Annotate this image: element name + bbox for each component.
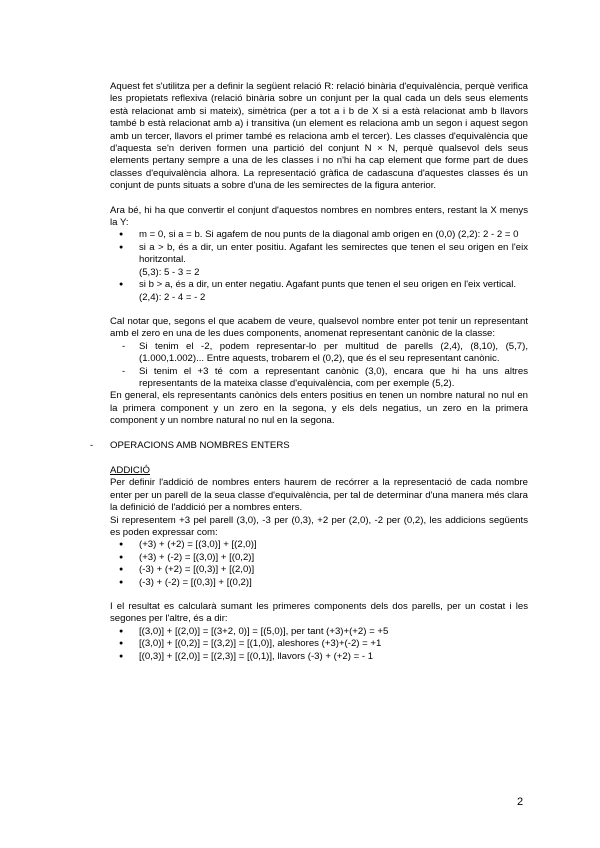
list-item: - Si tenim el +3 té com a representant canònic (3,0), encara que hi ha uns altres representants de la mateixa classe d'equivalència, com per exemple (5,2). [110, 366, 528, 391]
section-title: OPERACIONS AMB NOMBRES ENTERS [110, 439, 290, 451]
section-heading [90, 439, 528, 452]
list-item [110, 242, 528, 279]
list-item: ● (-3) + (+2) = [(0,3)] + [(2,0)] [110, 564, 528, 576]
list-item-text: m = 0, si a = b. Si agafem de nou punts de la diagonal amb origen en (0,0) (2,2): 2 - 2 = 0 [139, 229, 519, 241]
subsection-title: ADDICIÓ [110, 464, 150, 476]
list-item: ● (+3) + (-2) = [(3,0)] + [(0,2)] [110, 552, 528, 564]
list-item-example: (2,4): 2 - 4 = - 2 [139, 291, 206, 303]
note-paragraph: Cal notar que, segons el que acabem de veure, qualsevol nombre enter pot tenir un representant amb el zero en una de les dues components, anomenat representant canònic de la classe: [110, 315, 528, 340]
page-content [90, 81, 528, 663]
general-paragraph: En general, els representants canònics dels enters positius en tenen un nombre natural no nul en la primera component y un zero en la segona, y els dels negatius, un zero en la primera component y un nombre natural no nul en la segona. [110, 390, 528, 427]
list-item-text: si b > a, és a dir, un enter negatiu. Agafant punts que tenen el seu origen en l'eix vertical. [139, 279, 517, 291]
convert-paragraph: Ara bé, hi ha que convertir el conjunt d'aquestos nombres en nombres enters, restant la X menys la Y: [110, 204, 528, 229]
list-item [110, 279, 528, 304]
page-number: 2 [517, 796, 524, 808]
intro-paragraph: Aquest fet s'utilitza per a definir la següent relació R: relació binària d'equivalència, perquè verifica les propietats reflexiva (relació binària sobre un conjunt per la qual cada un dels seus elements està relacionat amb si mateix), simètrica (per a tot a i b de X si a està relacionat amb b llavors també b està relacionat amb a) i transitiva (un element es relaciona amb un segon i aquest segon amb un tercer, llavors el primer també es relaciona amb el tercer). Les classes d'equivalència que d'aquesta se'n deriven formen una partició del conjunt N × N, perquè qualsevol dels seus elements pertany sempre a una de les classes i no n'hi ha cap element que forme part de dues classes d'equivalència alhora. La representació gràfica de cadascuna d'aquestes classes és un conjunt de punts situats a sobre d'una de les semirectes de la figura anterior. [110, 81, 528, 192]
list-item-text: si a > b, és a dir, un enter positiu. Agafant les semirectes que tenen el seu origen en l'eix horitzontal. [139, 241, 528, 266]
result-list [110, 626, 528, 663]
list-item: ● (-3) + (-2) = [(0,3)] + [(0,2)] [110, 577, 528, 589]
list-item: ● [(0,3)] + [(2,0)] = [(2,3)] = [(0,1)], llavors (-3) + (+2) = - 1 [110, 651, 528, 663]
note-list [110, 341, 528, 391]
addition-list [110, 539, 528, 589]
list-item: ● [(3,0)] + [(2,0)] = [(3+2, 0)] = [(5,0)], per tant (+3)+(+2) = +5 [110, 626, 528, 638]
list-item [110, 229, 528, 241]
list-item-example: (5,3): 5 - 3 = 2 [139, 266, 200, 278]
result-paragraph: I el resultat es calcularà sumant les primeres components dels dos parells, per un costat i les segones per l'altre, és a dir: [110, 601, 528, 625]
addition-paragraph-2: Si representem +3 pel parell (3,0), -3 per (0,3), +2 per (2,0), -2 per (0,2), les addicions següents es poden expressar com: [110, 514, 528, 538]
list-item: ● [(3,0)] + [(0,2)] = [(3,2)] = [(1,0)], aleshores (+3)+(-2) = +1 [110, 638, 528, 650]
list-item: ● (+3) + (+2) = [(3,0)] + [(2,0)] [110, 539, 528, 551]
section-dash: - [90, 439, 94, 451]
addition-paragraph-1: Per definir l'addició de nombres enters haurem de recórrer a la representació de cada nombre enter per un parell de la seua classe d'equivalència, per tal de determinar d'una manera més clara la definició de l'addició per a nombres enters. [110, 477, 528, 514]
convert-list [110, 229, 528, 303]
list-item: - Si tenim el -2, podem representar-lo per multitud de parells (2,4), (8,10), (5,7), (1.000,1.002)... Entre aquests, trobarem el (0,2), que és el seu representant canònic. [110, 341, 528, 366]
